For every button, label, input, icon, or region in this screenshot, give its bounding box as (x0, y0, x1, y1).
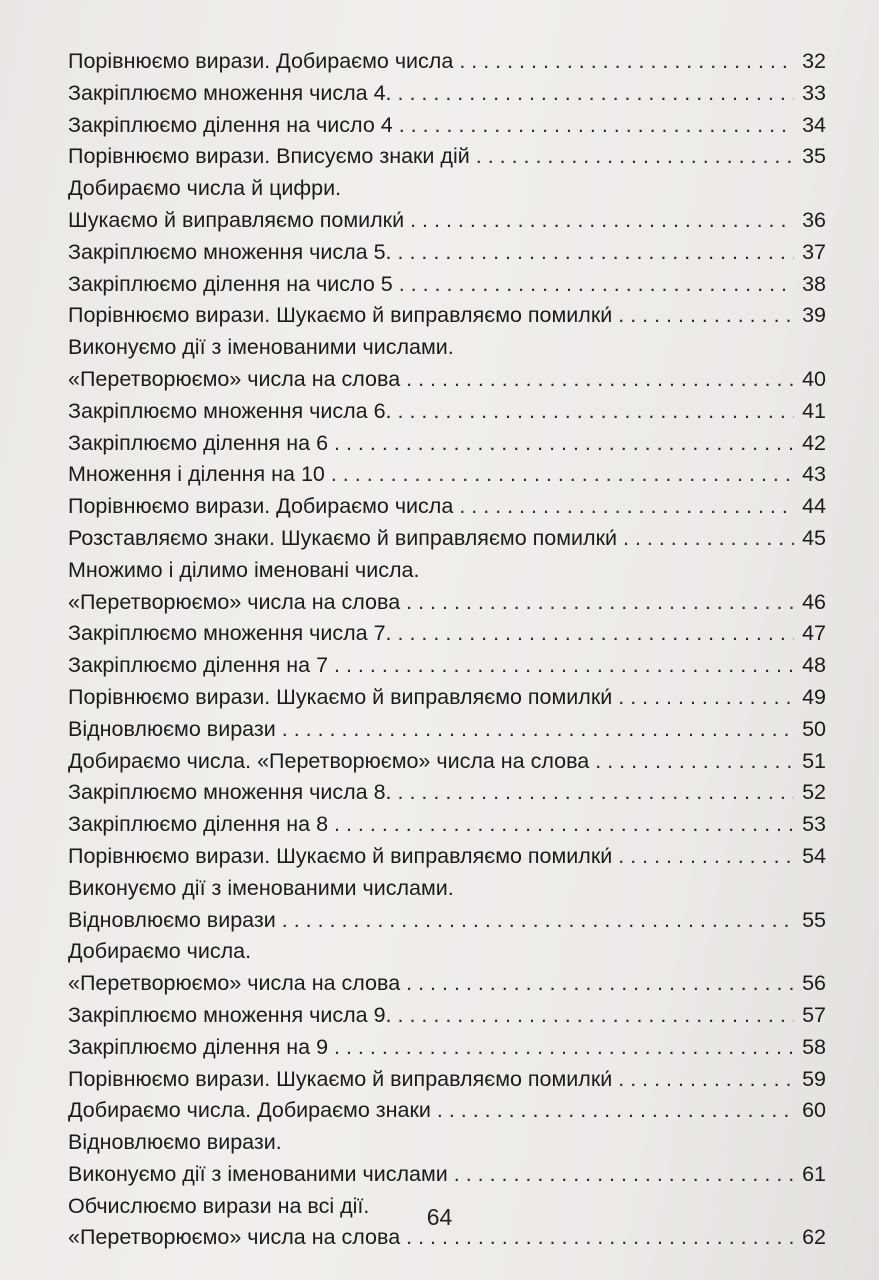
toc-entry-page: 44 (802, 494, 826, 519)
dot-leader (399, 269, 794, 301)
dot-leader (406, 968, 794, 1000)
toc-entry-title: Відновлюємо вирази. (68, 1130, 282, 1155)
dot-leader (618, 682, 794, 714)
dot-leader (398, 1000, 794, 1032)
dot-leader (398, 618, 794, 650)
toc-entry-page: 46 (802, 589, 826, 614)
dot-leader (282, 714, 794, 746)
toc-entry-title: Закріплюємо ділення на число 5 (68, 271, 393, 296)
toc-entry-page: 34 (802, 112, 826, 137)
toc-entry-page: 62 (802, 1225, 826, 1250)
toc-entry (68, 809, 826, 841)
toc-entry-title: Обчислюємо вирази на всі дії. (68, 1193, 370, 1218)
toc-entry (68, 269, 826, 301)
dot-leader (459, 491, 794, 523)
toc-entry (68, 682, 826, 714)
toc-entry-title: Виконуємо дії з іменованими числами. (68, 335, 454, 360)
toc-entry-title: Виконуємо дії з іменованими числами. (68, 875, 454, 900)
dot-leader (398, 237, 794, 269)
toc-entry (68, 428, 826, 460)
toc-entry-title: Добираємо числа. «Перетворюємо» числа на слова (68, 748, 590, 773)
dot-leader (334, 428, 794, 460)
toc-entry-title: «Перетворюємо» числа на слова (68, 1225, 401, 1250)
toc-entry-page: 45 (802, 525, 826, 550)
toc-entry (68, 396, 826, 428)
dot-leader (618, 300, 794, 332)
toc-entry-title: Відновлюємо вирази (68, 716, 276, 741)
toc-entry-page: 58 (802, 1034, 826, 1059)
toc-entry-title: Закріплюємо ділення на 8 (68, 812, 329, 837)
toc-entry-title: Закріплюємо множення числа 9. (68, 1002, 392, 1027)
toc-entry-title: Закріплюємо ділення на число 4 (68, 112, 393, 137)
toc-entry-page: 33 (802, 80, 826, 105)
toc-entry-title: Відновлюємо вирази (68, 907, 276, 932)
toc-entry (68, 332, 826, 364)
toc-entry-page: 53 (802, 812, 826, 837)
toc-entry (68, 364, 826, 396)
toc-entry (68, 173, 826, 205)
toc-entry-page: 50 (802, 716, 826, 741)
dot-leader (454, 1159, 794, 1191)
dot-leader (595, 746, 794, 778)
toc-entry-title: «Перетворюємо» числа на слова (68, 366, 401, 391)
toc-entry-title: Закріплюємо множення числа 6. (68, 398, 392, 423)
toc-entry-page: 49 (802, 684, 826, 709)
toc-entry-title: Закріплюємо ділення на 7 (68, 653, 329, 678)
toc-entry (68, 205, 826, 237)
toc-entry-title: «Перетворюємо» числа на слова (68, 971, 401, 996)
toc-entry (68, 78, 826, 110)
toc-entry-title: Добираємо числа. (68, 939, 252, 964)
toc-entry (68, 1064, 826, 1096)
toc-entry-title: Порівнюємо вирази. Добираємо числа (68, 49, 454, 73)
toc-entry (68, 555, 826, 587)
dot-leader (331, 459, 794, 491)
dot-leader (618, 841, 794, 873)
toc-entry-title: Закріплюємо ділення на 6 (68, 430, 329, 455)
toc-entry-page: 32 (802, 49, 826, 73)
toc-entry (68, 1159, 826, 1191)
toc-entry-title: Закріплюємо ділення на 9 (68, 1034, 329, 1059)
toc-entry-title: Розставляємо знаки. Шукаємо й виправляємо помилки́ (68, 525, 617, 550)
toc-entry-page: 36 (802, 207, 826, 232)
toc-entry-page: 56 (802, 971, 826, 996)
toc-entry-page: 57 (802, 1002, 826, 1027)
dot-leader (282, 905, 794, 937)
dot-leader (406, 587, 794, 619)
toc-entry-page: 61 (802, 1161, 826, 1186)
toc-entry-page: 37 (802, 239, 826, 264)
toc-entry-title: Порівнюємо вирази. Вписуємо знаки дій (68, 144, 470, 169)
toc-entry-title: Порівнюємо вирази. Шукаємо й виправляємо помилки́ (68, 303, 613, 328)
table-of-contents (68, 46, 826, 1254)
toc-entry-title: Порівнюємо вирази. Шукаємо й виправляємо помилки́ (68, 843, 613, 868)
toc-entry-title: Добираємо числа. Добираємо знаки (68, 1098, 431, 1123)
toc-entry-page: 54 (802, 843, 826, 868)
toc-entry-page: 60 (802, 1098, 826, 1123)
toc-entry-page: 52 (802, 780, 826, 805)
toc-entry-title: Виконуємо дії з іменованими числами (68, 1161, 448, 1186)
toc-entry (68, 746, 826, 778)
dot-leader (623, 523, 794, 555)
toc-entry-page: 55 (802, 907, 826, 932)
toc-entry (68, 110, 826, 142)
toc-entry (68, 523, 826, 555)
toc-entry-page: 43 (802, 462, 826, 487)
toc-entry (68, 587, 826, 619)
toc-entry (68, 1095, 826, 1127)
toc-entry-page: 42 (802, 430, 826, 455)
dot-leader (398, 396, 794, 428)
dot-leader (334, 809, 794, 841)
dot-leader (618, 1064, 794, 1096)
toc-entry (68, 777, 826, 809)
toc-entry-title: Закріплюємо множення числа 5. (68, 239, 392, 264)
page-number: 64 (426, 1204, 453, 1230)
toc-entry-page: 59 (802, 1066, 826, 1091)
toc-entry (68, 300, 826, 332)
toc-entry-page: 39 (802, 303, 826, 328)
toc-entry (68, 714, 826, 746)
toc-entry (68, 1032, 826, 1064)
toc-entry-title: Закріплюємо множення числа 8. (68, 780, 392, 805)
toc-entry (68, 650, 826, 682)
toc-entry (68, 237, 826, 269)
dot-leader (398, 78, 794, 110)
toc-entry (68, 1000, 826, 1032)
toc-entry-title: Закріплюємо множення числа 4. (68, 80, 392, 105)
toc-entry (68, 1127, 826, 1159)
toc-entry (68, 491, 826, 523)
toc-entry (68, 46, 826, 78)
toc-entry-title: Множимо і ділимо іменовані числа. (68, 557, 420, 582)
toc-entry-page: 38 (802, 271, 826, 296)
toc-entry-page: 48 (802, 653, 826, 678)
toc-entry-page: 35 (802, 144, 826, 169)
toc-entry-page: 47 (802, 621, 826, 646)
dot-leader (437, 1095, 794, 1127)
toc-entry (68, 618, 826, 650)
toc-entry-page: 51 (802, 748, 826, 773)
toc-entry-page: 40 (802, 366, 826, 391)
dot-leader (334, 650, 794, 682)
dot-leader (410, 205, 794, 237)
toc-entry (68, 936, 826, 968)
dot-leader (476, 141, 794, 173)
toc-entry-title: Порівнюємо вирази. Шукаємо й виправляємо помилки́ (68, 684, 613, 709)
dot-leader (334, 1032, 794, 1064)
toc-entry-title: Порівнюємо вирази. Шукаємо й виправляємо помилки́ (68, 1066, 613, 1091)
toc-entry-title: Множення і ділення на 10 (68, 462, 325, 487)
dot-leader (398, 777, 794, 809)
toc-entry-title: Порівнюємо вирази. Добираємо числа (68, 494, 454, 519)
dot-leader (459, 46, 794, 78)
toc-entry-title: «Перетворюємо» числа на слова (68, 589, 401, 614)
toc-entry-page: 41 (802, 398, 826, 423)
toc-entry (68, 141, 826, 173)
toc-entry-title: Шукаємо й виправляємо помилки́ (68, 207, 405, 232)
toc-entry (68, 968, 826, 1000)
dot-leader (399, 110, 794, 142)
toc-entry (68, 841, 826, 873)
dot-leader (406, 364, 794, 396)
toc-entry (68, 873, 826, 905)
toc-entry (68, 905, 826, 937)
toc-entry-title: Закріплюємо множення числа 7. (68, 621, 392, 646)
toc-entry (68, 459, 826, 491)
toc-entry-title: Добираємо числа й цифри. (68, 176, 342, 201)
